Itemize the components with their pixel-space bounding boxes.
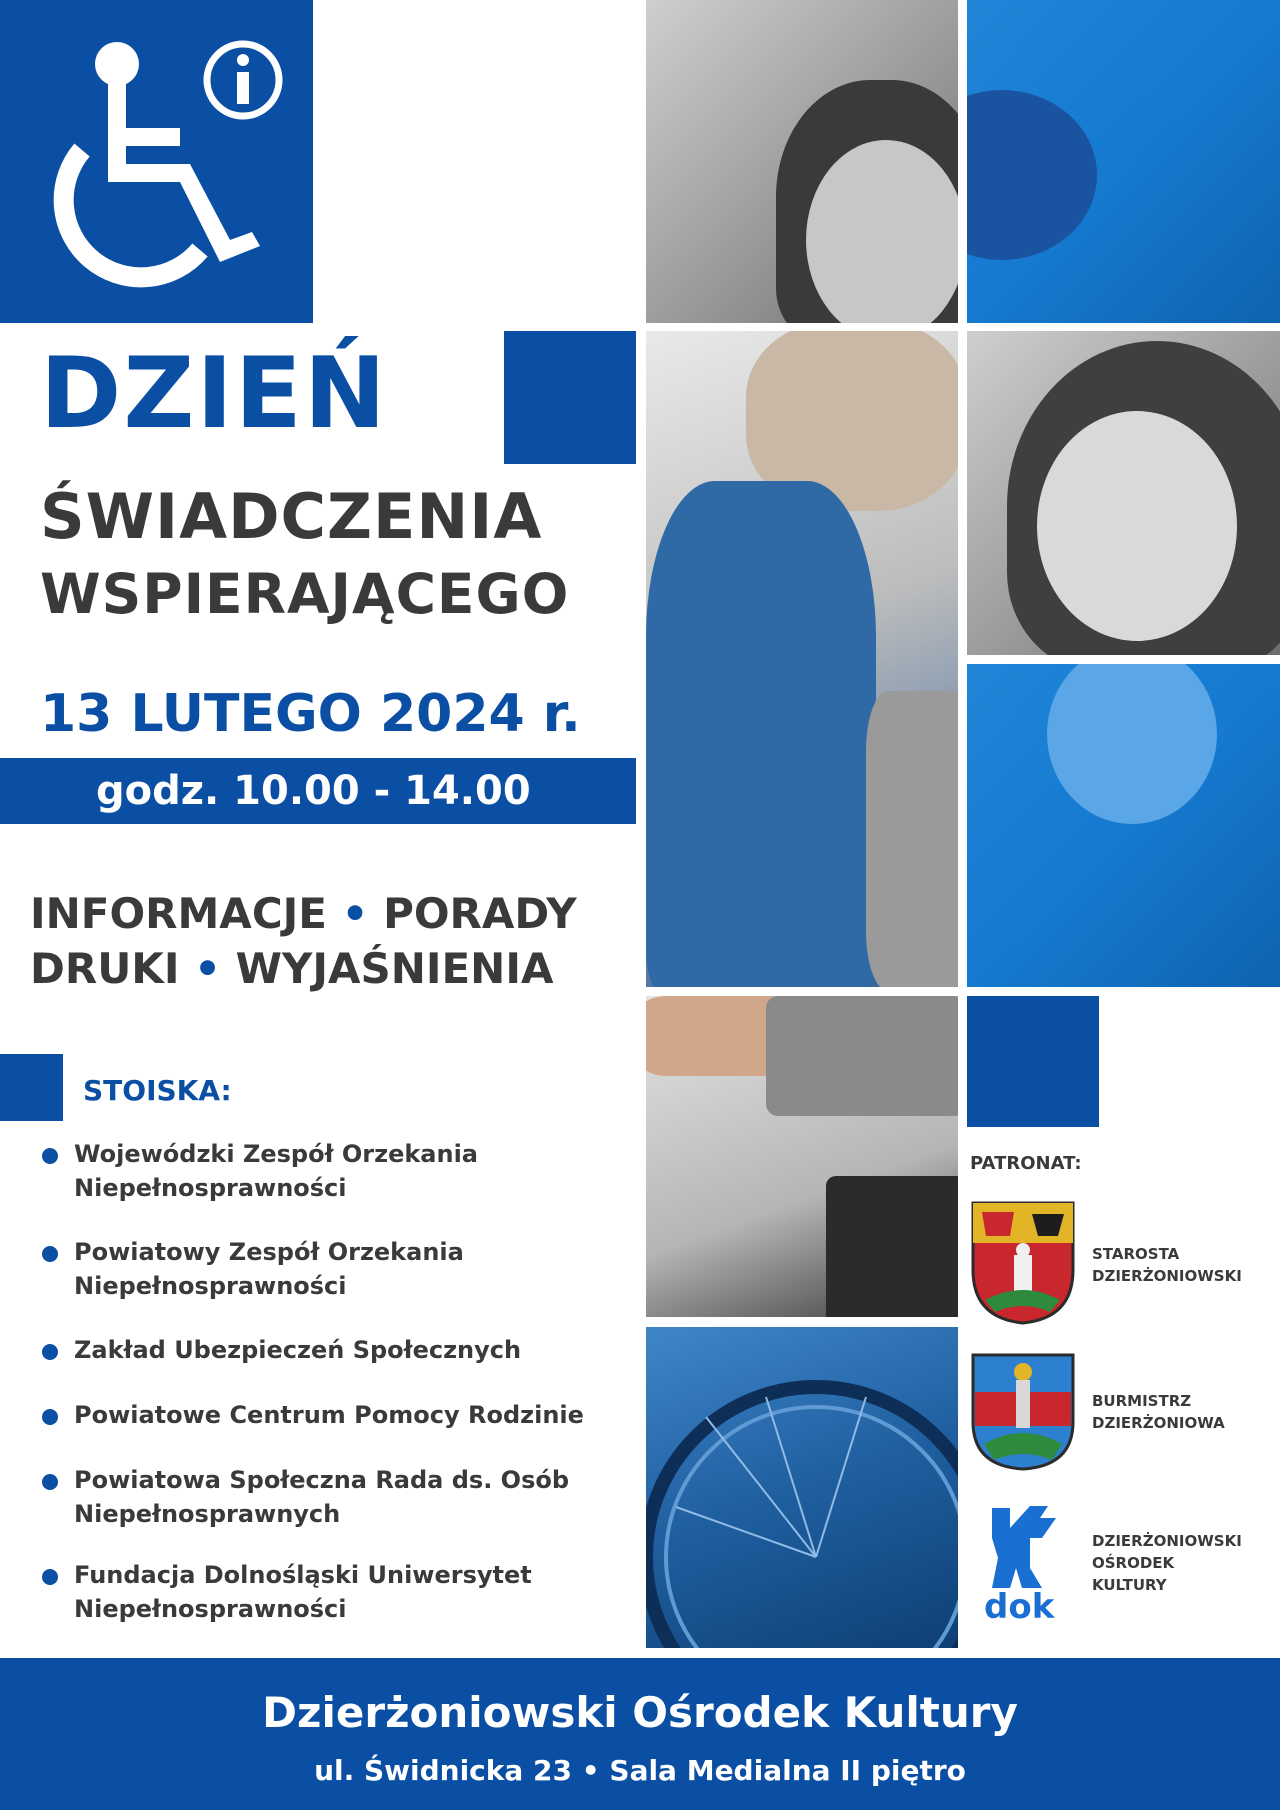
- topics-line-2: [30, 944, 554, 993]
- stand-item: [42, 1137, 634, 1205]
- topic-separator: •: [194, 944, 221, 993]
- photo-tile-hands-tablet: [646, 996, 958, 1317]
- bullet-icon: [42, 1409, 58, 1425]
- stand-item-label: Fundacja Dolnośląski Uniwersytet Niepełnosprawności: [74, 1561, 532, 1623]
- patronage-heading: PATRONAT:: [970, 1153, 1082, 1174]
- photo-tile-woman-blue: [967, 664, 1280, 987]
- stand-item: [42, 1398, 634, 1432]
- stand-item: [42, 1558, 594, 1626]
- photo-tile-woman-hair: [967, 0, 1280, 323]
- stand-item: [42, 1333, 634, 1367]
- patron-name: STAROSTA DZIERŻONIOWSKI: [1092, 1245, 1242, 1285]
- title-line-2: ŚWIADCZENIA: [40, 480, 543, 553]
- photo-tile-man-denim: [646, 331, 958, 987]
- photo-tile-wheelchair-wheel: [646, 1327, 958, 1648]
- dok-logo-icon: [982, 1498, 1064, 1622]
- photo-tile-man-top: [646, 0, 958, 323]
- title-line-3: WSPIERAJĄCEGO: [40, 562, 570, 626]
- decorative-square: [504, 331, 636, 464]
- topics-line-1: [30, 889, 577, 938]
- stand-item: [42, 1235, 634, 1303]
- topic-wyjasnienia: WYJAŚNIENIA: [235, 944, 554, 993]
- accessibility-logo-box: [0, 0, 313, 323]
- wheel-icon: [646, 1327, 958, 1648]
- event-hours: godz. 10.00 - 14.00: [96, 768, 531, 814]
- bullet-icon: [42, 1344, 58, 1360]
- patron-name: DZIERŻONIOWSKI OŚRODEK KULTURY: [1092, 1532, 1242, 1594]
- event-date: 13 LUTEGO 2024 r.: [40, 684, 581, 744]
- bullet-icon: [42, 1246, 58, 1262]
- stand-item: [42, 1463, 614, 1531]
- stands-heading-square: [0, 1054, 63, 1121]
- footer-title: Dzierżoniowski Ośrodek Kultury: [262, 1688, 1018, 1737]
- city-coat-of-arms-icon: [970, 1352, 1076, 1472]
- patron-name: BURMISTRZ DZIERŻONIOWA: [1092, 1392, 1225, 1432]
- stand-item-label: Zakład Ubezpieczeń Społecznych: [74, 1336, 522, 1364]
- stands-heading: STOISKA:: [83, 1074, 232, 1107]
- stand-item-label: Powiatowa Społeczna Rada ds. Osób Niepełnosprawnych: [74, 1466, 570, 1528]
- bullet-icon: [42, 1569, 58, 1585]
- powiat-coat-of-arms-icon: [970, 1200, 1076, 1326]
- dok-logo-text: dok: [984, 1587, 1055, 1622]
- decorative-square: [967, 996, 1099, 1127]
- stand-item-label: Powiatowy Zespół Orzekania Niepełnosprawności: [74, 1238, 464, 1300]
- topic-informacje: INFORMACJE: [30, 889, 327, 938]
- stand-item-label: Wojewódzki Zespół Orzekania Niepełnosprawności: [74, 1140, 479, 1202]
- title-line-1: DZIEŃ: [40, 337, 388, 451]
- wheelchair-info-icon: [0, 0, 313, 323]
- footer-address: ul. Świdnicka 23 • Sala Medialna II piętro: [314, 1754, 966, 1787]
- topic-separator: •: [341, 889, 369, 938]
- topic-druki: DRUKI: [30, 944, 180, 993]
- bullet-icon: [42, 1148, 58, 1164]
- topic-porady: PORADY: [383, 889, 577, 938]
- photo-tile-woman-face: [967, 331, 1280, 655]
- stand-item-label: Powiatowe Centrum Pomocy Rodzinie: [74, 1401, 584, 1429]
- bullet-icon: [42, 1474, 58, 1490]
